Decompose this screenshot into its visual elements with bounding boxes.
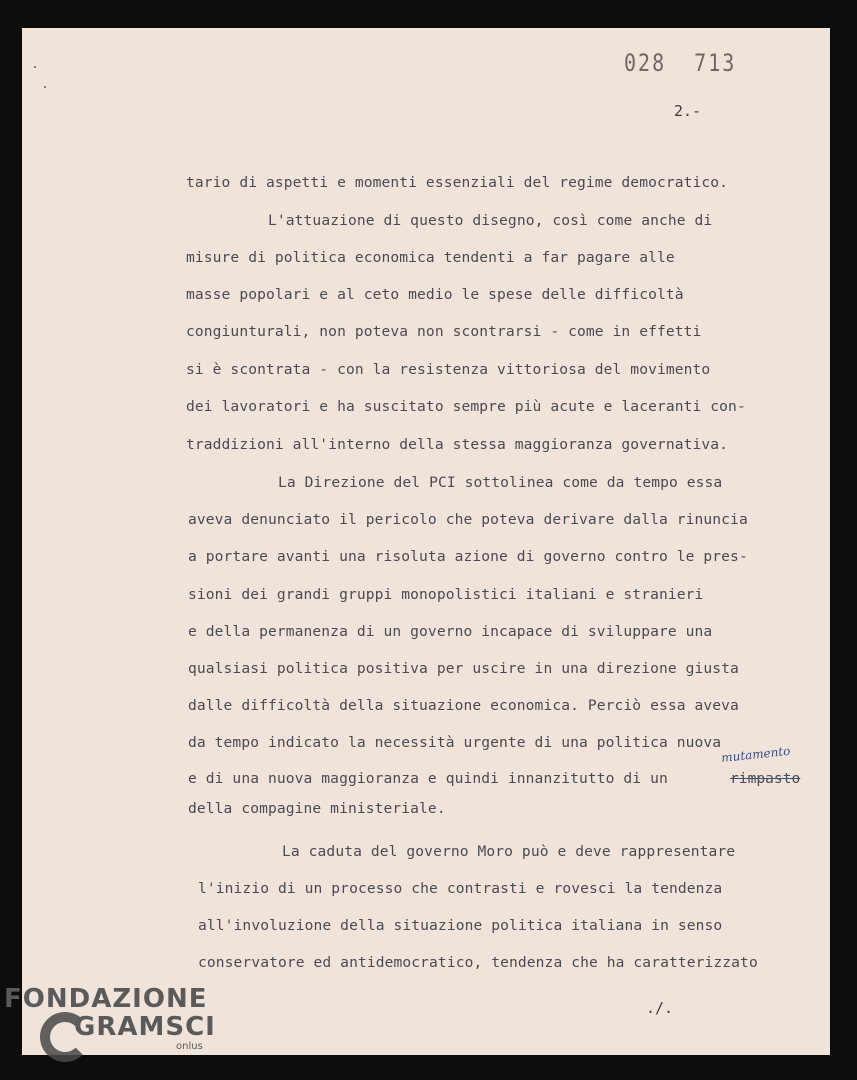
continuation-mark: ./. (646, 999, 674, 1017)
text-line: sioni dei grandi gruppi monopolistici italiani e stranieri (188, 586, 704, 603)
text-line: masse popolari e al ceto medio le spese delle difficoltà (186, 286, 684, 303)
text-line: tario di aspetti e momenti essenziali del regime democratico. (186, 174, 729, 191)
text-line: dei lavoratori e ha suscitato sempre più acute e laceranti con- (186, 398, 746, 415)
text-line: qualsiasi politica positiva per uscire in una direzione giusta (188, 660, 739, 677)
watermark-line1: FONDAZIONE (4, 984, 208, 1014)
margin-mark (44, 86, 46, 88)
text-line: misure di politica economica tendenti a far pagare alle (186, 249, 675, 266)
text-line: e di una nuova maggioranza e quindi innanzitutto di un (188, 770, 668, 787)
text-line: traddizioni all'interno della stessa maggioranza governativa. (186, 436, 729, 453)
page-number: 2.- (674, 102, 702, 120)
archive-stamp-number: 028 713 (624, 48, 737, 77)
text-line: della compagine ministeriale. (188, 800, 446, 817)
text-line: congiunturali, non poteva non scontrarsi - come in effetti (186, 323, 702, 340)
struck-word: rimpasto (730, 770, 801, 787)
text-line: La Direzione del PCI sottolinea come da tempo essa (278, 474, 723, 491)
text-line: conservatore ed antidemocratico, tendenza che ha caratterizzato (198, 954, 758, 971)
margin-mark (34, 66, 36, 68)
text-line: La caduta del governo Moro può e deve rappresentare (282, 843, 736, 860)
text-line: aveva denunciato il pericolo che poteva derivare dalla rinuncia (188, 511, 748, 528)
text-line: L'attuazione di questo disegno, così come anche di (268, 212, 713, 229)
text-line: dalle difficoltà della situazione economica. Perciò essa aveva (188, 697, 739, 714)
text-line: si è scontrata - con la resistenza vittoriosa del movimento (186, 361, 711, 378)
watermark-line2: GRAMSCI (74, 1012, 216, 1042)
text-line: all'involuzione della situazione politica italiana in senso (198, 917, 723, 934)
text-line: l'inizio di un processo che contrasti e rovesci la tendenza (198, 880, 723, 897)
text-line: a portare avanti una risoluta azione di governo contro le pres- (188, 548, 748, 565)
watermark-logo (4, 986, 216, 1052)
text-line: e della permanenza di un governo incapace di sviluppare una (188, 623, 713, 640)
handwritten-correction: mutamento (720, 743, 791, 765)
text-line: da tempo indicato la necessità urgente di una politica nuova (188, 734, 722, 751)
watermark-line3: onlus (176, 1041, 203, 1052)
